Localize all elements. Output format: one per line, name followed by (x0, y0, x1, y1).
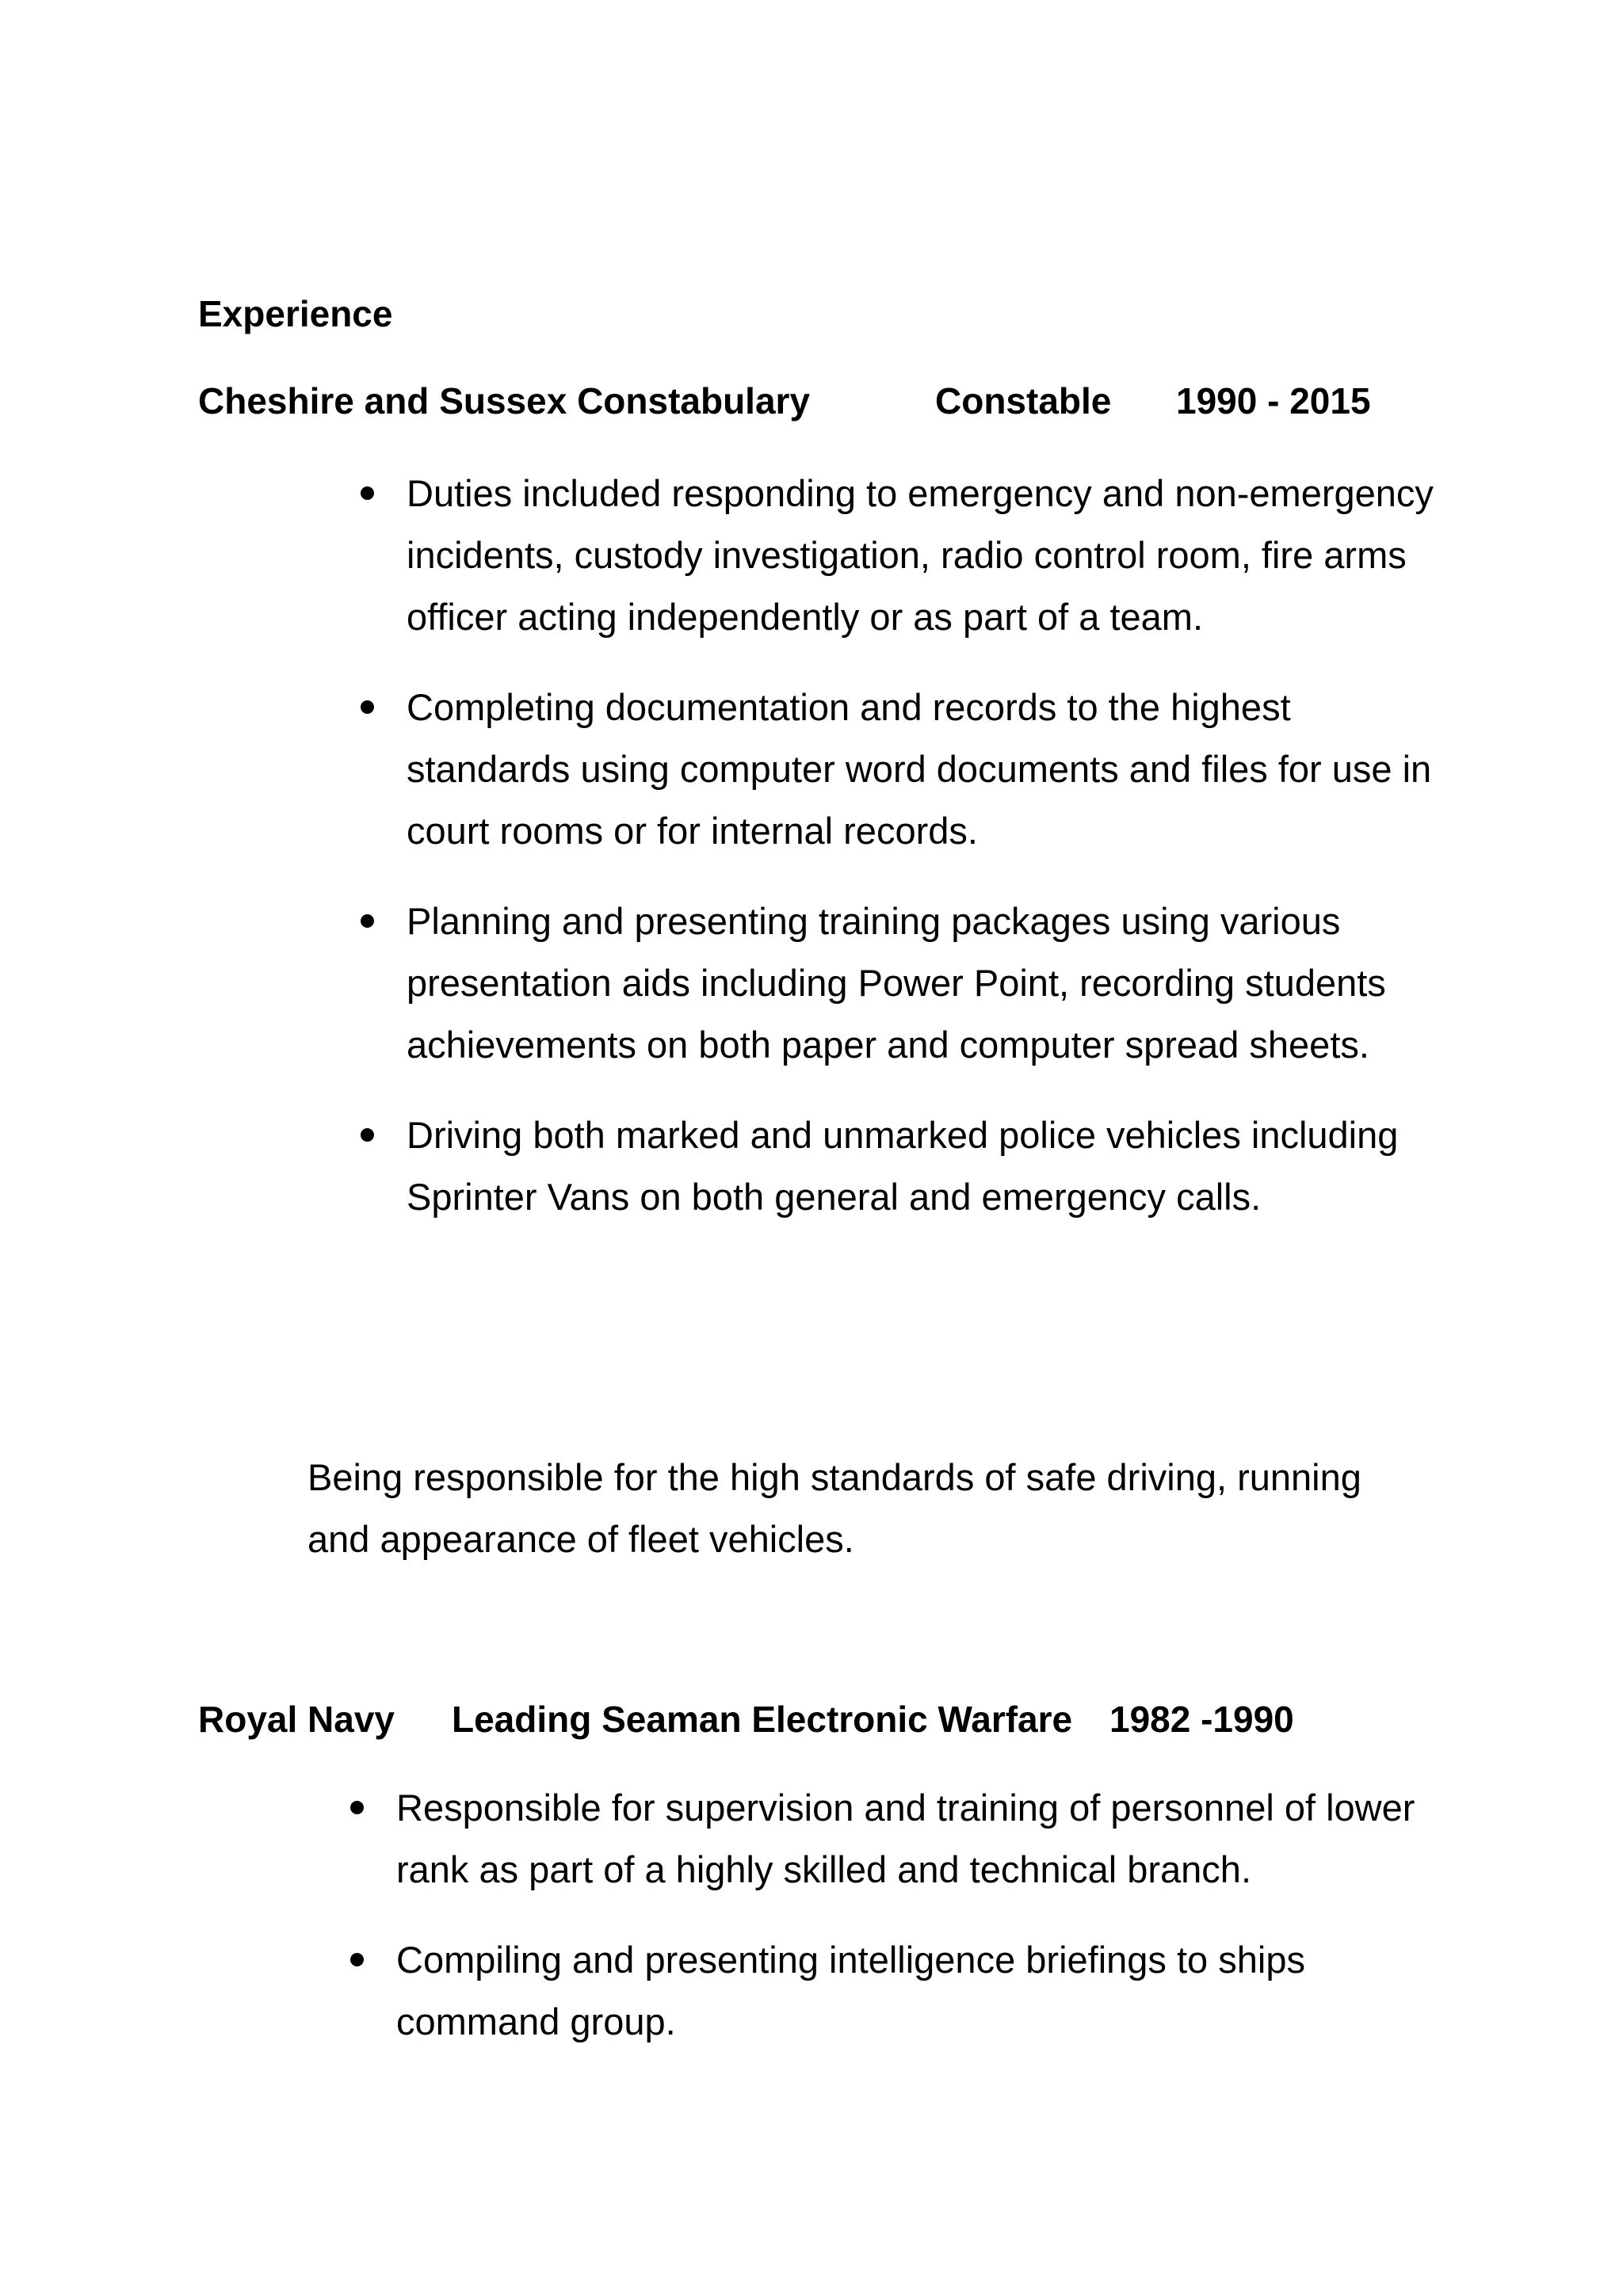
job-dates: 1982 -1990 (1109, 1699, 1294, 1740)
job-organisation: Royal Navy (198, 1699, 395, 1740)
job-role: Leading Seaman Electronic Warfare (452, 1699, 1073, 1740)
job-role: Constable (935, 380, 1112, 421)
list-item-text: Completing documentation and records to the highest standards using computer word documents and files for use in court rooms or for internal records. (407, 686, 1432, 852)
job-paragraph: Being responsible for the high standards of safe driving, running and appearance of fleet vehicles. (307, 1456, 1361, 1560)
section-heading-experience: Experience (198, 293, 393, 334)
list-item-text: Responsible for supervision and training of personnel of lower rank as part of a highly skilled and technical branch. (396, 1787, 1415, 1890)
job-dates: 1990 - 2015 (1176, 380, 1371, 421)
list-item-text: Driving both marked and unmarked police vehicles including Sprinter Vans on both general and emergency calls. (407, 1114, 1399, 1218)
bullet-icon (361, 700, 374, 714)
list-item (407, 1104, 1437, 1228)
list-item (396, 1929, 1458, 2053)
bullet-icon (361, 486, 374, 500)
list-item (407, 891, 1437, 1076)
list-item (407, 463, 1437, 648)
bullet-icon (350, 1801, 364, 1814)
job-duties-list (396, 1777, 1458, 2081)
bullet-icon (350, 1953, 364, 1966)
list-item-text: Compiling and presenting intelligence briefings to ships command group. (396, 1939, 1305, 2042)
list-item (396, 1777, 1458, 1901)
job-organisation: Cheshire and Sussex Constabulary (198, 380, 811, 421)
job-duties-list (407, 463, 1437, 1257)
bullet-icon (361, 914, 374, 928)
list-item-text: Duties included responding to emergency and non-emergency incidents, custody investigation, radio control room, fire arms officer acting independently or as part of a team. (407, 472, 1434, 638)
list-item-text: Planning and presenting training packages using various presentation aids including Power Point, recording students achievements on both paper and computer spread sheets. (407, 900, 1386, 1066)
bullet-icon (361, 1128, 374, 1142)
list-item (407, 677, 1437, 862)
